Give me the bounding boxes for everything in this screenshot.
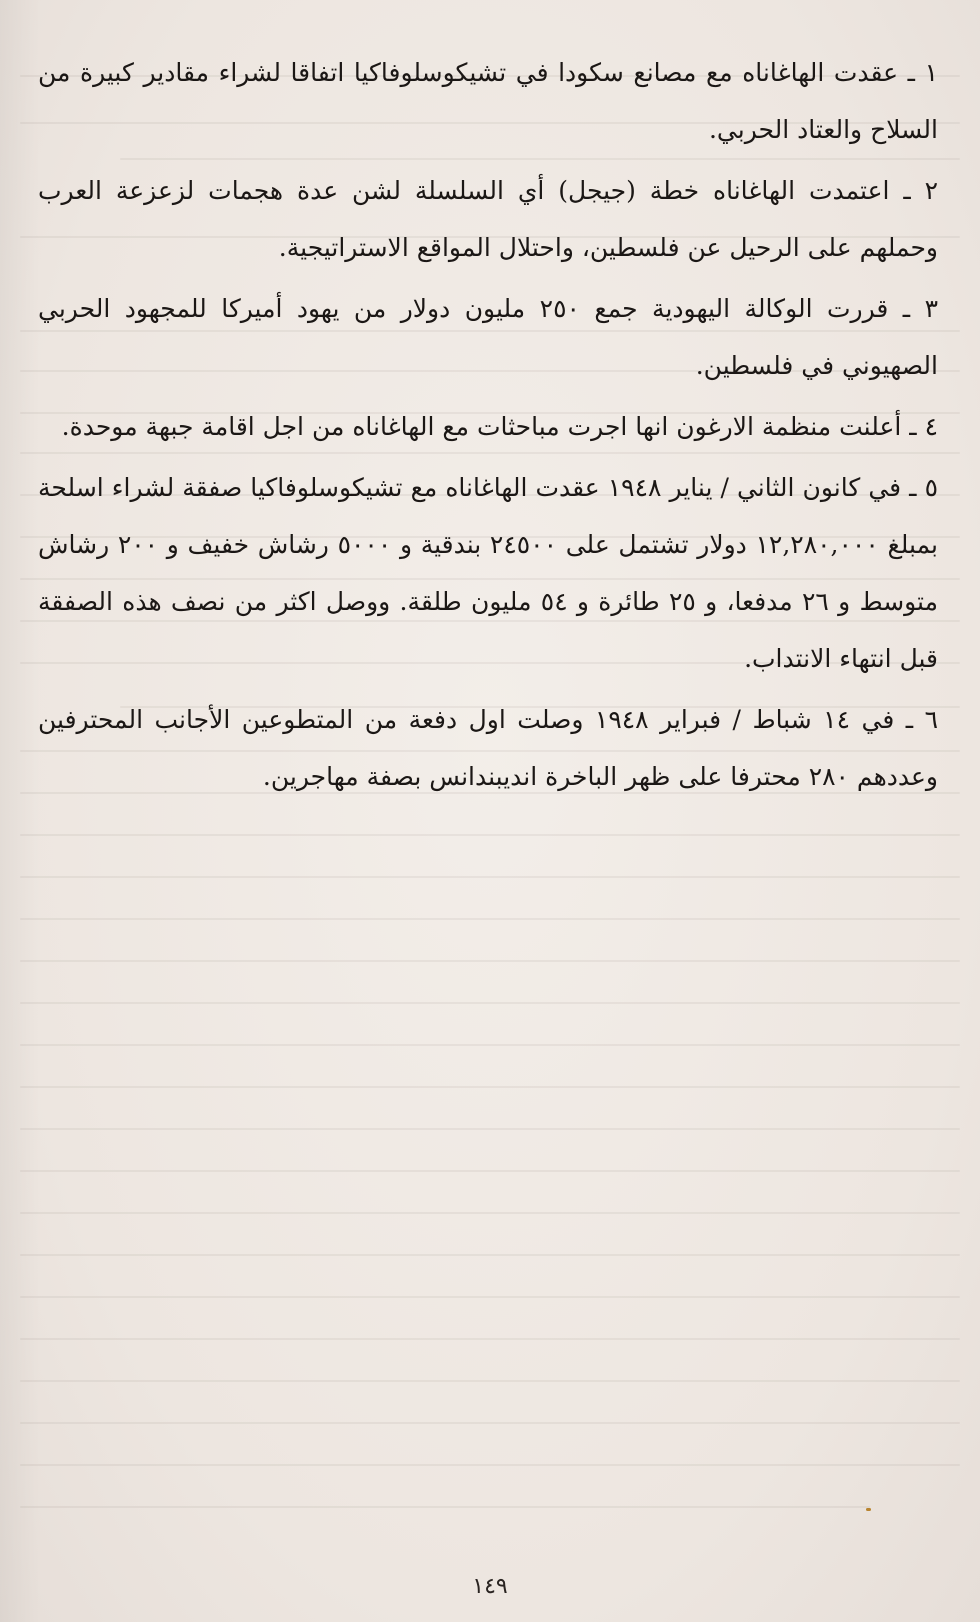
list-item-text: ١ ـ عقدت الهاغاناه مع مصانع سكودا في تشيكوسلوفاكيا اتفاقا لشراء مقادير كبيرة من السلاح والعتاد الحربي. bbox=[38, 58, 938, 144]
bleed-through-line bbox=[20, 1254, 960, 1256]
bleed-through-line bbox=[20, 1464, 960, 1466]
bleed-through-line bbox=[20, 1212, 960, 1214]
bleed-through-line bbox=[20, 918, 960, 920]
list-item-2 bbox=[38, 162, 940, 276]
bleed-through-line bbox=[20, 1338, 960, 1340]
bleed-through-line bbox=[20, 1128, 960, 1130]
list-item-text: ٢ ـ اعتمدت الهاغاناه خطة (جيجل) أي السلسلة لشن عدة هجمات لزعزعة العرب وحملهم على الرحيل عن فلسطين، واحتلال المواقع الاستراتيجية. bbox=[38, 176, 938, 262]
ink-speck bbox=[866, 1508, 871, 1511]
bleed-through-line bbox=[20, 834, 960, 836]
list-item-3 bbox=[38, 280, 940, 394]
list-item-1 bbox=[38, 44, 940, 158]
body-text bbox=[38, 44, 940, 809]
bleed-through-line bbox=[20, 1296, 960, 1298]
list-item-4 bbox=[38, 398, 940, 455]
bleed-through-line bbox=[20, 1086, 960, 1088]
list-item-text: ٤ ـ أعلنت منظمة الارغون انها اجرت مباحثات مع الهاغاناه من اجل اقامة جبهة موحدة. bbox=[61, 412, 938, 441]
list-item-text: ٥ ـ في كانون الثاني / يناير ١٩٤٨ عقدت الهاغاناه مع تشيكوسلوفاكيا صفقة لشراء اسلحة بمبلغ ١٢,٢٨٠,٠٠٠ دولار تشتمل على ٢٤٥٠٠ بندقية و ٥٠٠٠ رشاش خفيف و ٢٠٠ رشاش متوسط و ٢٦ مدفعا، و ٢٥ طائرة و ٥٤ مليون طلقة. ووصل اكثر من نصف هذه الصفقة قبل انتهاء الانتداب. bbox=[38, 473, 939, 673]
list-item-5 bbox=[38, 459, 940, 687]
bleed-through-line bbox=[20, 960, 960, 962]
bleed-through-line bbox=[20, 1422, 960, 1424]
bleed-through-line bbox=[20, 876, 960, 878]
list-item-text: ٦ ـ في ١٤ شباط / فبراير ١٩٤٨ وصلت اول دفعة من المتطوعين الأجانب المحترفين وعددهم ٢٨٠ محترفا على ظهر الباخرة انديبندانس بصفة مهاجرين. bbox=[38, 705, 938, 791]
bleed-through-line bbox=[20, 1002, 960, 1004]
page-number: ١٤٩ bbox=[472, 1574, 508, 1599]
bleed-through-line bbox=[20, 1044, 960, 1046]
bleed-through-line bbox=[20, 1506, 870, 1508]
list-item-text: ٣ ـ قررت الوكالة اليهودية جمع ٢٥٠ مليون دولار من يهود أميركا للمجهود الحربي الصهيوني في فلسطين. bbox=[38, 294, 938, 380]
list-item-6 bbox=[38, 691, 940, 805]
bleed-through-line bbox=[20, 1380, 960, 1382]
bleed-through-line bbox=[20, 1170, 960, 1172]
